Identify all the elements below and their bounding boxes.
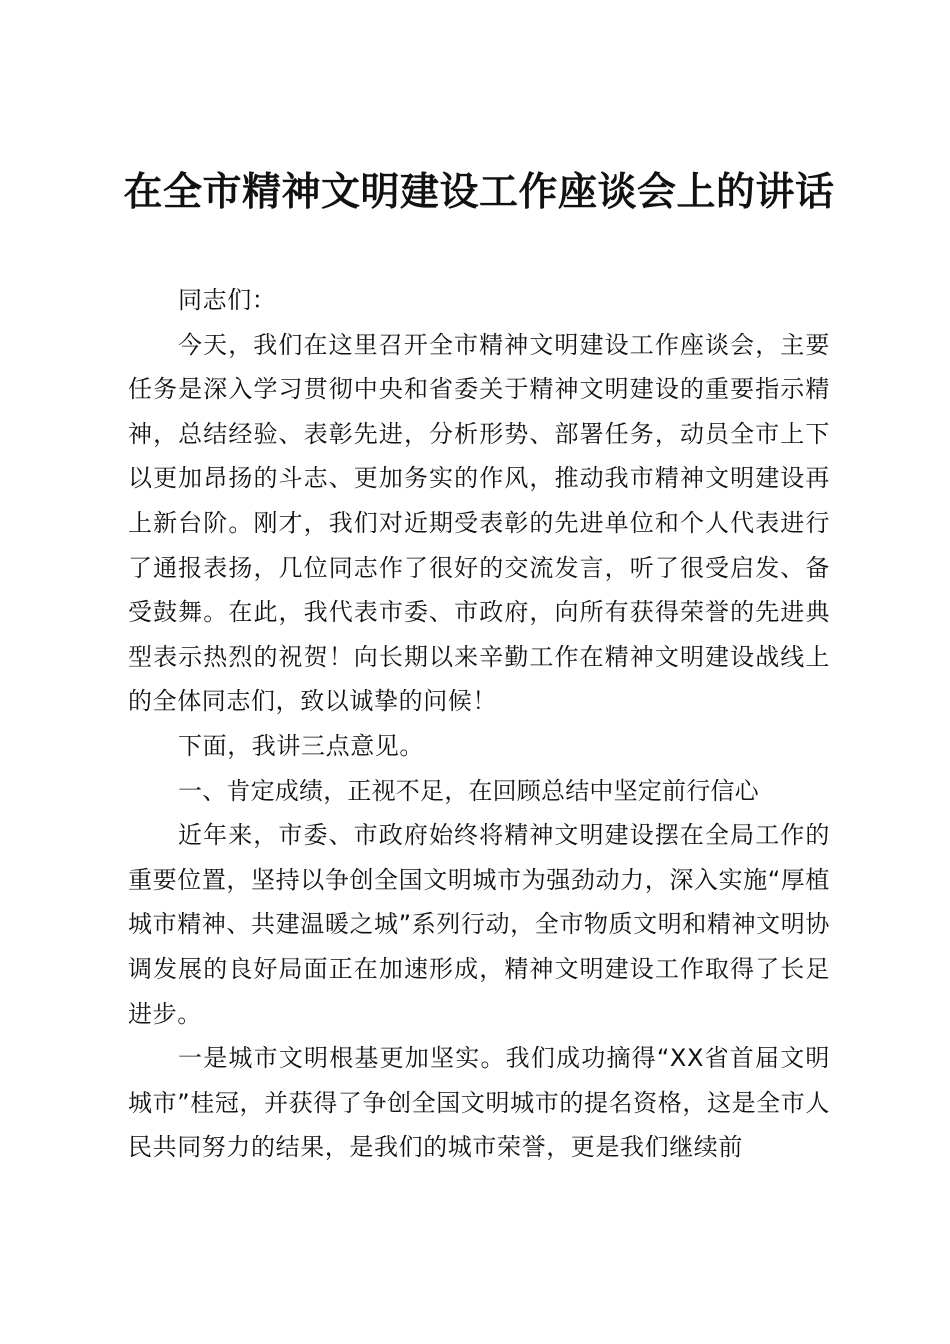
paragraph-opening: 今天，我们在这里召开全市精神文明建设工作座谈会，主要任务是深入学习贯彻中央和省委关于精神文明建设的重要指示精神，总结经验、表彰先进，分析形势、部署任务，动员全市上下以更加昂扬的斗志、更加务实的作风，推动我市精神文明建设再上新台阶。刚才，我们对近期受表彰的先进单位和个人代表进行了通报表扬，几位同志作了很好的交流发言，听了很受启发、备受鼓舞。在此，我代表市委、市政府，向所有获得荣誉的先进典型表示热烈的祝贺！向长期以来辛勤工作在精神文明建设战线上的全体同志们，致以诚挚的问候！ xyxy=(128,330,830,716)
section-heading: 一、肯定成绩，正视不足，在回顾总结中坚定前行信心 xyxy=(178,776,759,805)
paragraph-point-one: 一是城市文明根基更加坚实。我们成功摘得“XX省首届文明城市”桂冠，并获得了争创全国文明城市的提名资格，这是全市人民共同努力的结果，是我们的城市荣誉，更是我们继续前 xyxy=(128,1044,830,1162)
document-title: 在全市精神文明建设工作座谈会上的讲话 xyxy=(123,170,835,215)
paragraph-achievements: 近年来，市委、市政府始终将精神文明建设摆在全局工作的重要位置，坚持以争创全国文明城市为强劲动力，深入实施“厚植城市精神、共建温暖之城”系列行动，全市物质文明和精神文明协调发展的良好局面正在加速形成，精神文明建设工作取得了长足进步。 xyxy=(128,821,830,1028)
document-body xyxy=(128,278,830,1170)
paragraph-transition: 下面，我讲三点意见。 xyxy=(178,731,424,760)
salutation: 同志们： xyxy=(178,286,277,314)
